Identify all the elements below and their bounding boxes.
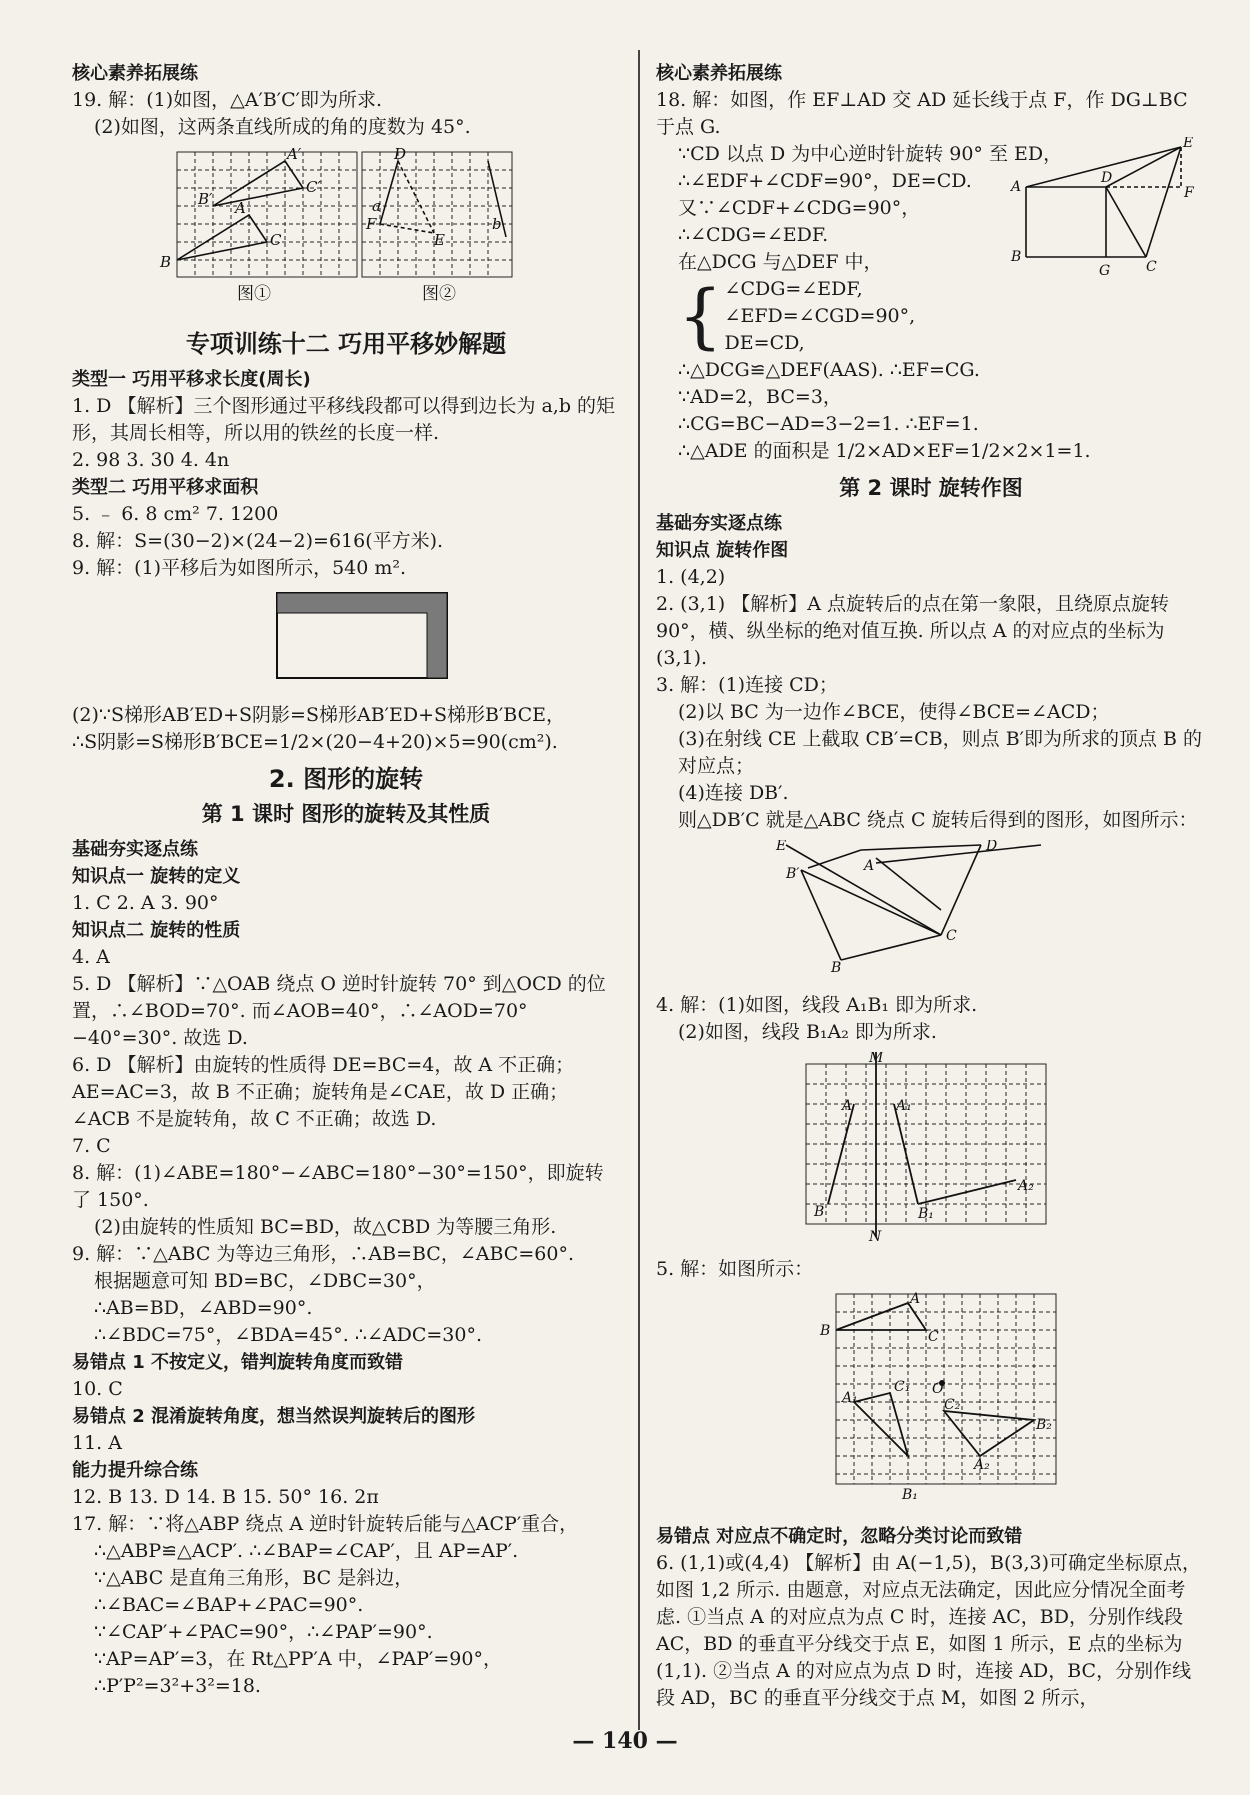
answer-18-10: ∴△ADE 的面积是 1/2×AD×EF=1/2×2×1=1. xyxy=(678,440,1091,462)
svg-text:M: M xyxy=(869,1052,884,1066)
svg-text:C: C xyxy=(928,1329,939,1345)
figure-caption-2: 图② xyxy=(422,284,456,304)
answer-4-2: (2)如图，线段 B₁A₂ 即为所求. xyxy=(678,1021,937,1043)
figure-quadrilateral xyxy=(991,137,1206,287)
answer-9d: ∴∠BDC=75°，∠BDA=45°. ∴∠ADC=30°. xyxy=(94,1324,482,1346)
answer-8-1: 8. 解：(1)∠ABE=180°−∠ABC=180°−30°=150°，即旋转了 150°. xyxy=(72,1162,604,1211)
special-training-title: 专项训练十二 巧用平移妙解题 xyxy=(185,330,507,358)
svg-text:C₂: C₂ xyxy=(944,1397,961,1413)
chapter-title: 2. 图形的旋转 xyxy=(268,765,424,793)
svg-text:D: D xyxy=(986,840,998,854)
svg-text:E: E xyxy=(1183,137,1194,151)
knowledge-point-heading: 知识点二 旋转的性质 xyxy=(72,920,241,941)
answer-2-4: 2. 98 3. 30 4. 4n xyxy=(72,449,230,471)
answer-3-4: (4)连接 DB′. xyxy=(678,782,789,804)
svg-text:F: F xyxy=(366,215,377,233)
svg-text:A′: A′ xyxy=(287,147,302,163)
svg-text:G: G xyxy=(1099,263,1111,279)
type-heading: 类型二 巧用平移求面积 xyxy=(72,477,259,498)
condition-1: ∠CDG=∠EDF, xyxy=(724,278,863,300)
svg-text:O: O xyxy=(932,1381,944,1397)
triangle-abc xyxy=(177,215,267,260)
section-title: 核心素养拓展练 xyxy=(72,63,198,84)
type-heading: 类型一 巧用平移求长度(周长) xyxy=(72,369,311,390)
figure-grid-translation xyxy=(72,147,620,307)
svg-text:A₁: A₁ xyxy=(842,1390,858,1406)
answer-9-2: (2)∵S梯形AB′ED+S阴影=S梯形AB′ED+S梯形B′BCE， xyxy=(72,704,566,726)
svg-text:B: B xyxy=(1011,249,1022,265)
answer-17-1: 17. 解：∵将△ABP 绕点 A 逆时针旋转后能与△ACP′重合， xyxy=(72,1513,579,1535)
svg-text:B′: B′ xyxy=(786,866,800,882)
brace: { xyxy=(678,275,723,357)
answer-10: 10. C xyxy=(72,1378,123,1400)
answer-17-3: ∵△ABC 是直角三角形，BC 是斜边， xyxy=(94,1567,414,1589)
answer-18-7: ∴△DCG≌△DEF(AAS). ∴EF=CG. xyxy=(678,359,980,381)
congruence-conditions xyxy=(656,276,1206,357)
answer-9-1: 9. 解：(1)平移后为如图所示，540 m². xyxy=(72,557,407,579)
answer-9b: 根据题意可知 BD=BC，∠DBC=30°， xyxy=(94,1270,436,1292)
answer-1: 1. (4,2) xyxy=(656,566,726,588)
svg-text:C: C xyxy=(946,928,957,944)
lesson-title: 第 2 课时 旋转作图 xyxy=(839,476,1023,500)
svg-text:N: N xyxy=(869,1229,882,1242)
grid-1 xyxy=(177,152,357,277)
svg-text:E: E xyxy=(776,840,787,854)
svg-text:A₂: A₂ xyxy=(974,1457,990,1473)
answer-3-5: 则△DB′C 就是△ABC 绕点 C 旋转后得到的图形，如图所示： xyxy=(678,809,1198,831)
svg-text:A₁: A₁ xyxy=(896,1098,912,1114)
svg-text:C: C xyxy=(270,231,282,249)
svg-text:B: B xyxy=(814,1204,825,1220)
knowledge-point-heading: 知识点一 旋转的定义 xyxy=(72,866,241,887)
svg-text:B: B xyxy=(820,1323,831,1339)
answer-5: 5. D 【解析】∵△OAB 绕点 O 逆时针旋转 70° 到△OCD 的位置，∴∠BOD=70°. 而∠AOB=40°，∴∠AOD=70°−40°=30°. 故选 D. xyxy=(72,973,606,1049)
lesson-title: 第 1 课时 图形的旋转及其性质 xyxy=(201,802,491,826)
error-point-heading: 易错点 2 混淆旋转角度，想当然误判旋转后的图形 xyxy=(72,1406,476,1427)
figure-grid-rotation-2 xyxy=(656,1289,1206,1509)
ability-heading: 能力提升综合练 xyxy=(72,1460,198,1481)
svg-text:B₂: B₂ xyxy=(1036,1417,1052,1433)
answer-18-6: 在△DCG 与△DEF 中， xyxy=(678,251,883,273)
answer-18-8: ∵AD=2，BC=3， xyxy=(678,386,842,408)
answer-18-9: ∴CG=BC−AD=3−2=1. ∴EF=1. xyxy=(678,413,979,435)
svg-text:B′: B′ xyxy=(198,190,213,208)
right-column xyxy=(656,60,1206,1712)
svg-text:a: a xyxy=(372,197,381,215)
svg-text:A: A xyxy=(235,199,246,217)
answer-9c: ∴AB=BD，∠ABD=90°. xyxy=(94,1297,313,1319)
section-title: 核心素养拓展练 xyxy=(656,63,782,84)
svg-text:D: D xyxy=(1101,170,1113,186)
answer-6: 6. D 【解析】由旋转的性质得 DE=BC=4，故 A 不正确；AE=AC=3，故 B 不正确；旋转角是∠CAE，故 D 正确；∠ACB 不是旋转角，故 C 不正确；故选 D. xyxy=(72,1054,575,1130)
answer-1-3: 1. C 2. A 3. 90° xyxy=(72,892,219,914)
knowledge-point-heading: 知识点 旋转作图 xyxy=(656,540,789,561)
figure-caption-1: 图① xyxy=(237,284,271,304)
error-point-heading: 易错点 1 不按定义，错判旋转角度而致错 xyxy=(72,1352,404,1373)
answer-9-3: ∴S阴影=S梯形B′BCE=1/2×(20−4+20)×5=90(cm²). xyxy=(72,731,558,753)
answer-19-1: 19. 解：(1)如图，△A′B′C′即为所求. xyxy=(72,89,382,111)
svg-text:C₁: C₁ xyxy=(894,1379,911,1395)
answer-17-2: ∴△ABP≌△ACP′. ∴∠BAP=∠CAP′，且 AP=AP′. xyxy=(94,1540,519,1562)
left-column xyxy=(72,60,620,1700)
answer-3-2: (2)以 BC 为一边作∠BCE，使得∠BCE=∠ACD； xyxy=(678,701,1110,723)
svg-text:D: D xyxy=(394,147,407,163)
condition-2: ∠EFD=∠CGD=90°, xyxy=(724,305,916,327)
svg-text:B: B xyxy=(831,960,842,976)
answer-19-2: (2)如图，这两条直线所成的角的度数为 45°. xyxy=(94,116,471,138)
answer-4-1: 4. 解：(1)如图，线段 A₁B₁ 即为所求. xyxy=(656,994,978,1016)
answer-18-5: ∴∠CDG=∠EDF. xyxy=(678,224,829,246)
svg-text:b: b xyxy=(492,215,502,233)
figure-grid-rotation-1 xyxy=(656,1052,1206,1242)
answer-4: 4. A xyxy=(72,946,110,968)
svg-text:C: C xyxy=(1146,259,1157,275)
page-number: — 140 — xyxy=(572,1728,678,1754)
basic-practice-heading: 基础夯实逐点练 xyxy=(72,839,198,860)
svg-text:C′: C′ xyxy=(306,178,321,196)
figure-rotation-construction xyxy=(656,840,1206,978)
answer-1: 1. D 【解析】三个图形通过平移线段都可以得到边长为 a,b 的矩形，其周长相等，所以用的铁丝的长度一样. xyxy=(72,395,616,444)
answer-2: 2. (3,1) 【解析】A 点旋转后的点在第一象限，且绕原点旋转 90°，横、纵坐标的绝对值互换. 所以点 A 的对应点的坐标为 (3,1). xyxy=(656,593,1170,669)
figure-translated-rectangle xyxy=(72,588,620,688)
answer-18-2: ∵CD 以点 D 为中心逆时针旋转 90° 至 ED， xyxy=(678,143,1063,165)
column-divider xyxy=(638,50,640,1730)
answer-9a: 9. 解：∵△ABC 为等边三角形，∴AB=BC，∠ABC=60°. xyxy=(72,1243,574,1265)
answer-17-5: ∵∠CAP′+∠PAC=90°，∴∠PAP′=90°. xyxy=(94,1621,433,1643)
basic-practice-heading: 基础夯实逐点练 xyxy=(656,513,782,534)
answer-12-16: 12. B 13. D 14. B 15. 50° 16. 2π xyxy=(72,1486,379,1508)
answer-6: 6. (1,1)或(4,4) 【解析】由 A(−1,5)，B(3,3)可确定坐标原点，如图 1,2 所示. 由题意，对应点无法确定，因此应分情况全面考虑. ①当点 A 的对应点为点 C 时，连接 AC，BD，分别作线段 AC，BD 的垂直平分线交于点 E，如图 1 所示，E 点的坐标为(1,1). ②当点 A 的对应点为点 D 时，连接 AD，BC，分别作线段 AD，BC 的垂直平分线交于点 M，如图 2 所示， xyxy=(656,1552,1202,1709)
svg-text:B₁: B₁ xyxy=(918,1206,934,1222)
svg-text:E: E xyxy=(434,231,445,249)
answer-11: 11. A xyxy=(72,1432,122,1454)
triangle-a-prime xyxy=(213,161,303,206)
svg-text:A: A xyxy=(1011,179,1022,195)
answer-8: 8. 解：S=(30−2)×(24−2)=616(平方米). xyxy=(72,530,444,552)
svg-text:B₁: B₁ xyxy=(902,1487,918,1503)
condition-3: DE=CD, xyxy=(724,332,805,354)
error-point-heading: 易错点 对应点不确定时，忽略分类讨论而致错 xyxy=(656,1526,1023,1547)
svg-text:F: F xyxy=(1184,185,1194,201)
answer-17-7: ∴P′P²=3²+3²=18. xyxy=(94,1675,261,1697)
answer-17-6: ∵AP=AP′=3，在 Rt△PP′A 中，∠PAP′=90°， xyxy=(94,1648,502,1670)
answer-17-4: ∴∠BAC=∠BAP+∠PAC=90°. xyxy=(94,1594,364,1616)
svg-text:B: B xyxy=(160,253,172,271)
svg-text:A: A xyxy=(864,858,875,874)
answer-5-7: 5. ﹣ 6. 8 cm² 7. 1200 xyxy=(72,503,279,525)
svg-text:A₂: A₂ xyxy=(1018,1178,1034,1194)
answer-7: 7. C xyxy=(72,1135,111,1157)
answer-18-4: 又∵∠CDF+∠CDG=90°， xyxy=(678,197,921,219)
answer-3-3: (3)在射线 CE 上截取 CB′=CB，则点 B′即为所求的顶点 B 的对应点； xyxy=(678,728,1203,777)
svg-text:A: A xyxy=(842,1098,853,1114)
answer-18-1: 18. 解：如图，作 EF⊥AD 交 AD 延长线于点 F，作 DG⊥BC 于点 G. xyxy=(656,89,1188,138)
answer-5: 5. 解：如图所示： xyxy=(656,1258,814,1280)
svg-text:A: A xyxy=(910,1291,921,1307)
answer-8-2: (2)由旋转的性质知 BC=BD，故△CBD 为等腰三角形. xyxy=(94,1216,557,1238)
answer-18-3: ∴∠EDF+∠CDF=90°，DE=CD. xyxy=(678,170,972,192)
answer-3-1: 3. 解：(1)连接 CD； xyxy=(656,674,838,696)
